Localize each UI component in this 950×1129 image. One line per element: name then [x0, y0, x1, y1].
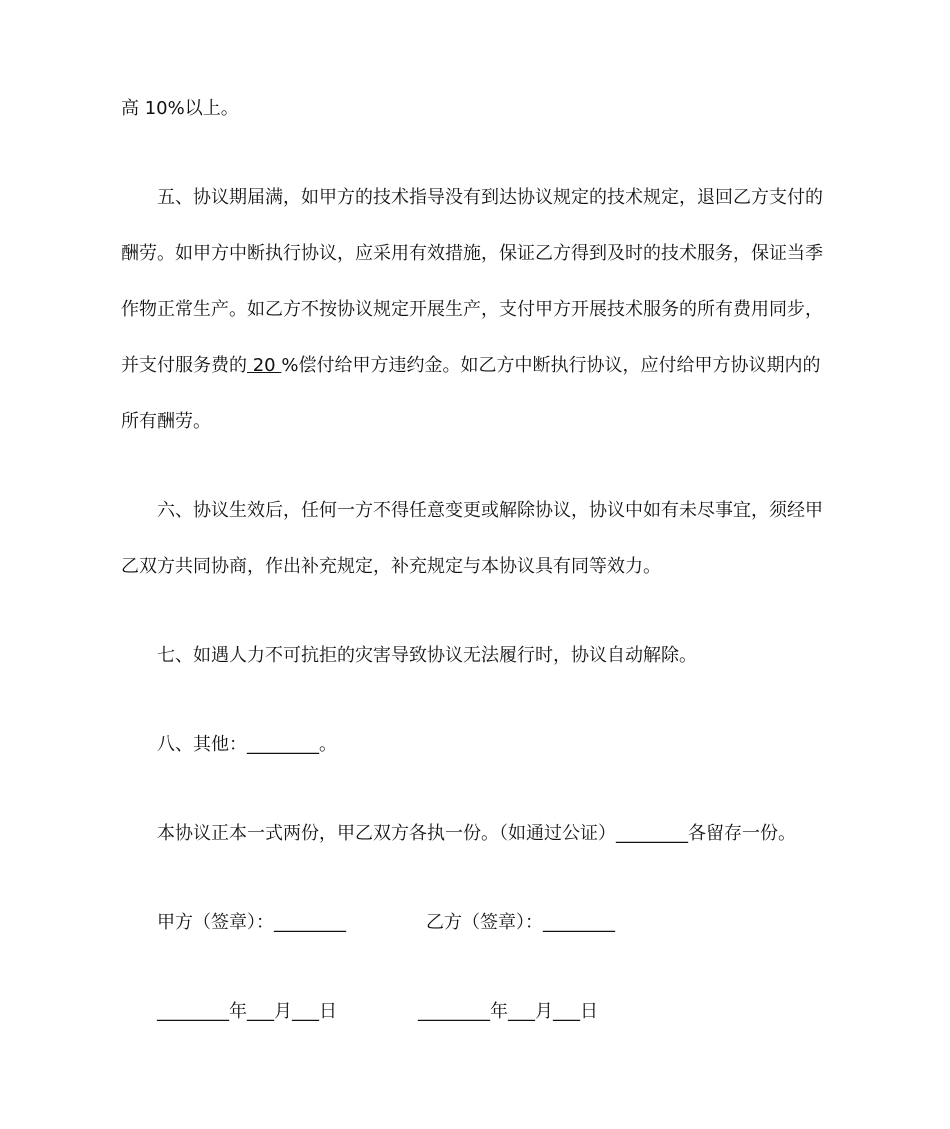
copies-clause: 本协议正本一式两份，甲乙双方各执一份。（如通过公证）________各留存一份。 [157, 823, 796, 844]
party-a-date: ________年___月___日 [157, 1001, 337, 1022]
clause-5-line-4-post: %偿付给甲方违约金。如乙方中断执行协议，应付给甲方协议期内的 [281, 355, 821, 376]
clause-6-line-2: 乙双方共同协商，作出补充规定，补充规定与本协议具有同等效力。 [121, 556, 661, 577]
clause-5-line-4 [121, 354, 820, 378]
party-a-signature: 甲方（签章）：________ [157, 912, 346, 933]
clause-5-line-4-pre: 并支付服务费的 [121, 355, 247, 376]
paragraph-4-tail: 高 10%以上。 [121, 98, 239, 119]
clause-5-line-3: 作物正常生产。如乙方不按协议规定开展生产，支付甲方开展技术服务的所有费用同步， [121, 299, 823, 320]
clause-8-other: 八、其他：________。 [157, 734, 337, 755]
clause-5-line-5: 所有酬劳。 [121, 411, 211, 432]
party-b-date: ________年___月___日 [418, 1001, 598, 1022]
penalty-percent: 20 [247, 355, 282, 376]
party-b-signature: 乙方（签章）：________ [426, 912, 615, 933]
clause-5-line-1: 五、协议期届满，如甲方的技术指导没有到达协议规定的技术规定，退回乙方支付的 [157, 187, 823, 208]
clause-7: 七、如遇人力不可抗拒的灾害导致协议无法履行时，协议自动解除。 [157, 645, 697, 666]
clause-5-line-2: 酬劳。如甲方中断执行协议，应采用有效措施，保证乙方得到及时的技术服务，保证当季 [121, 243, 823, 264]
clause-6-line-1: 六、协议生效后，任何一方不得任意变更或解除协议，协议中如有未尽事宜，须经甲 [157, 500, 823, 521]
